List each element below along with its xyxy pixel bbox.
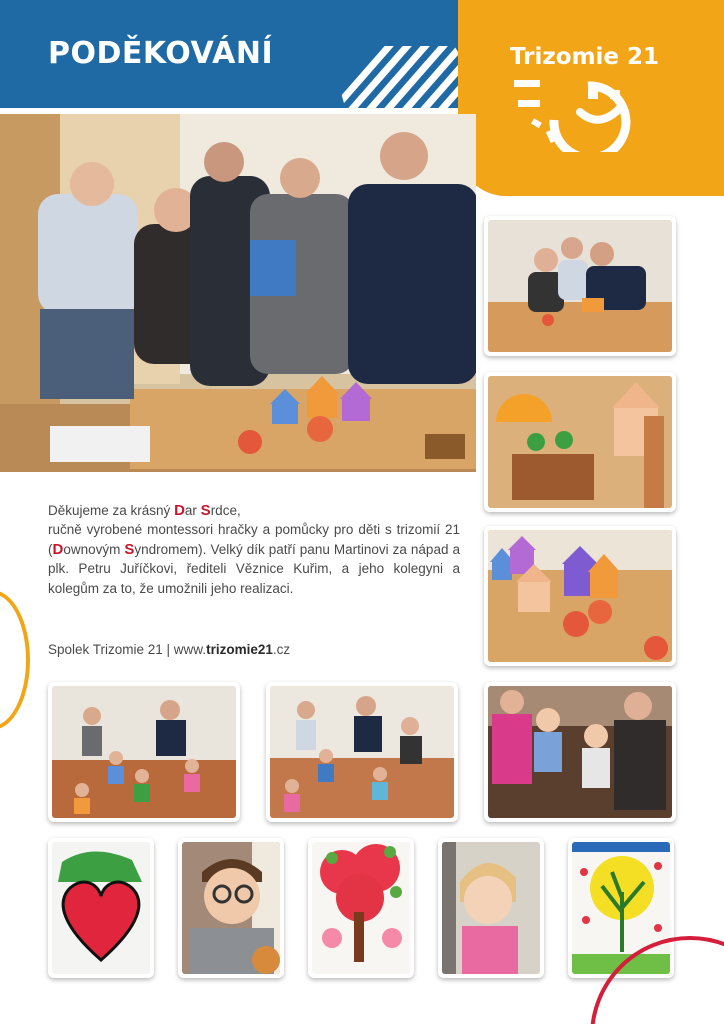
logo-wordmark: Trizomie 21 — [510, 44, 660, 70]
photo-boy-with-glasses — [178, 838, 284, 978]
main-group-photo — [0, 114, 476, 472]
photo-mothers-with-babies — [484, 682, 676, 822]
thank-you-text: Děkujeme za krásný Dar Srdce, ručně vyrobené montessori hračky a pomůcky pro děti s trizomií 21 (Downovým Syndromem). Velký dík patří panu Martinovi za nápad a plk. Petru Juříčkovi, řediteli Věznice Kuřim, a jeho kolegyni a kolegům za to, že umožnili jeho realizaci. — [48, 502, 460, 596]
sun-smile-icon — [510, 72, 650, 152]
photo-children-playing-2 — [266, 682, 458, 822]
photo-heart-painting — [48, 838, 154, 978]
website-line: Spolek Trizomie 21 | www.trizomie21.cz — [48, 642, 291, 657]
page-title: PODĚKOVÁNÍ — [48, 36, 274, 71]
logo-panel — [458, 0, 724, 196]
stripes-decoration — [338, 46, 460, 108]
photo-toy-houses — [484, 526, 676, 666]
orange-arc-decoration — [0, 590, 30, 730]
photo-girl-portrait — [438, 838, 544, 978]
photo-adults-at-table — [484, 216, 676, 356]
photo-wooden-toys — [484, 372, 676, 512]
photo-children-playing-1 — [48, 682, 240, 822]
photo-tree-painting-red — [308, 838, 414, 978]
